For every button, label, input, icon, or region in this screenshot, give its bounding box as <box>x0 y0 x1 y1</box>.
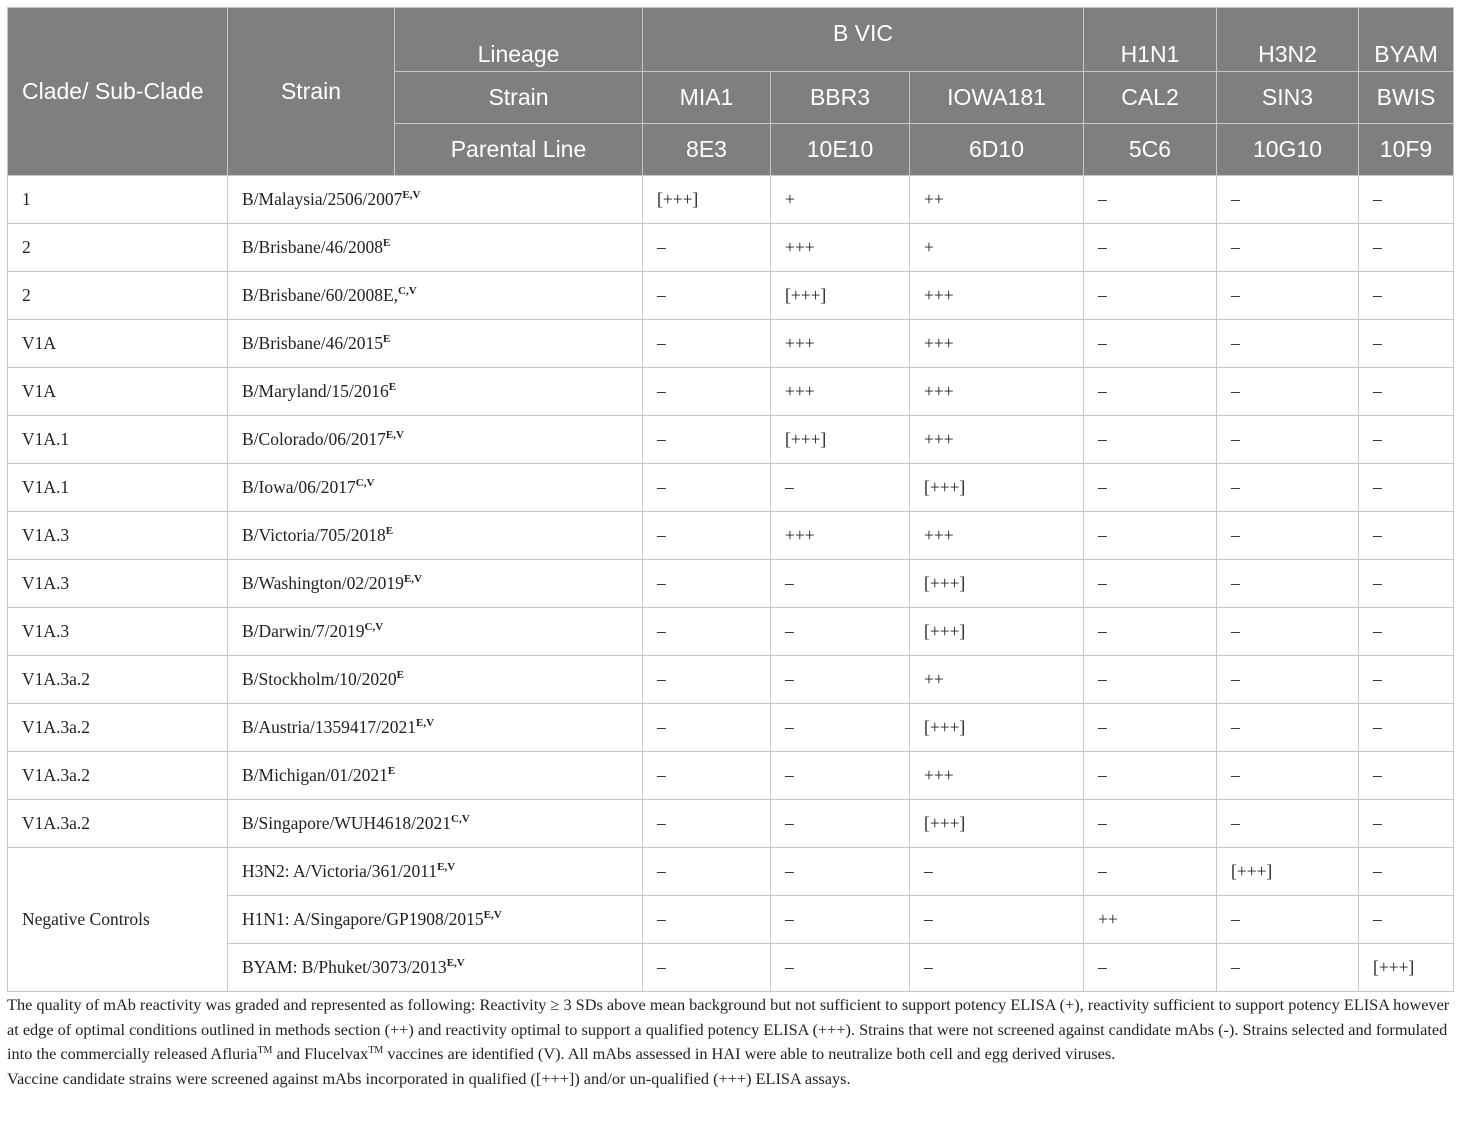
value-cell: – <box>643 416 771 464</box>
value-cell: [+++] <box>771 272 910 320</box>
footnote-screening: Vaccine candidate strains were screened against mAbs incorporated in qualified ([+++]) and/or un-qualified (+++) ELISA assays. <box>7 1068 851 1088</box>
value-cell: – <box>1084 464 1217 512</box>
value-cell: ++ <box>910 656 1084 704</box>
value-cell: – <box>1084 800 1217 848</box>
value-cell: – <box>771 560 910 608</box>
value-cell: +++ <box>910 752 1084 800</box>
value-cell: + <box>771 176 910 224</box>
strain-cell: $B/Darwin/7/2019^{C,V}$ <box>228 608 643 656</box>
value-cell: – <box>1359 896 1454 944</box>
value-cell: – <box>771 656 910 704</box>
clade-cell: V1A.3a.2 <box>8 800 228 848</box>
table-row <box>8 608 1454 656</box>
header-lineage-byam: BYAM <box>1359 8 1454 72</box>
value-cell: – <box>771 896 910 944</box>
value-cell: – <box>1359 176 1454 224</box>
value-cell: – <box>1217 176 1359 224</box>
value-cell: – <box>771 464 910 512</box>
header-lineage-h1n1: H1N1 <box>1084 8 1217 72</box>
strain-cell: $B/Singapore/WUH4618/2021^{C,V}$ <box>228 800 643 848</box>
value-cell: – <box>1084 512 1217 560</box>
table-row <box>8 512 1454 560</box>
table-header <box>8 8 1454 176</box>
value-cell: – <box>771 944 910 992</box>
value-cell: – <box>1084 704 1217 752</box>
value-cell: – <box>1217 896 1359 944</box>
reactivity-table <box>7 7 1454 992</box>
strain-cell: $B/Colorado/06/2017^{E,V}$ <box>228 416 643 464</box>
value-cell: – <box>1084 560 1217 608</box>
value-cell: – <box>1217 656 1359 704</box>
header-strain-bwis: BWIS <box>1359 72 1454 124</box>
clade-cell: V1A.3 <box>8 560 228 608</box>
value-cell: – <box>643 944 771 992</box>
value-cell: +++ <box>910 416 1084 464</box>
value-cell: – <box>1084 752 1217 800</box>
strain-cell: $B/Iowa/06/2017^{C,V}$ <box>228 464 643 512</box>
value-cell: – <box>771 848 910 896</box>
value-cell: [+++] <box>643 176 771 224</box>
strain-cell: $B/Victoria/705/2018^E$ <box>228 512 643 560</box>
table-row <box>8 320 1454 368</box>
value-cell: – <box>1084 656 1217 704</box>
clade-cell: V1A.3 <box>8 512 228 560</box>
strain-cell: H1N1: $A/Singapore/GP1908/2015^{E,V}$ <box>228 896 643 944</box>
header-lineage-h3n2: H3N2 <box>1217 8 1359 72</box>
value-cell: – <box>643 704 771 752</box>
value-cell: – <box>1359 752 1454 800</box>
strain-cell: $B/Malaysia/2506/2007^{E,V}$ <box>228 176 643 224</box>
negative-controls-label: Negative Controls <box>8 848 228 992</box>
value-cell: +++ <box>910 512 1084 560</box>
value-cell: +++ <box>771 224 910 272</box>
strain-cell: BYAM: $B/Phuket/3073/2013^{E,V}$ <box>228 944 643 992</box>
value-cell: – <box>643 320 771 368</box>
value-cell: – <box>1359 560 1454 608</box>
value-cell: – <box>1359 224 1454 272</box>
value-cell: – <box>1084 944 1217 992</box>
value-cell: – <box>643 800 771 848</box>
value-cell: [+++] <box>910 560 1084 608</box>
header-strain: Strain <box>228 8 395 176</box>
value-cell: +++ <box>910 272 1084 320</box>
header-parent-5c6: 5C6 <box>1084 124 1217 176</box>
header-strain-bbr3: BBR3 <box>771 72 910 124</box>
table-footnotes <box>7 993 1457 1091</box>
table-row <box>8 416 1454 464</box>
value-cell: – <box>1217 224 1359 272</box>
value-cell: +++ <box>771 368 910 416</box>
value-cell: – <box>1217 464 1359 512</box>
clade-cell: V1A.1 <box>8 416 228 464</box>
value-cell: – <box>643 608 771 656</box>
value-cell: ++ <box>910 176 1084 224</box>
table-row <box>8 704 1454 752</box>
value-cell: – <box>1359 656 1454 704</box>
clade-cell: V1A <box>8 320 228 368</box>
value-cell: – <box>1217 320 1359 368</box>
header-clade: Clade/ Sub-Clade <box>8 8 228 176</box>
clade-cell: 1 <box>8 176 228 224</box>
header-strain-iowa181: IOWA181 <box>910 72 1084 124</box>
value-cell: – <box>1359 416 1454 464</box>
strain-cell: $B/Washington/02/2019^{E,V}$ <box>228 560 643 608</box>
clade-cell: V1A.3a.2 <box>8 752 228 800</box>
header-parent-6d10: 6D10 <box>910 124 1084 176</box>
strain-cell: B/Brisbane/60/2008E,$^{C,V}$ <box>228 272 643 320</box>
value-cell: – <box>1217 512 1359 560</box>
table-row <box>8 800 1454 848</box>
clade-cell: 2 <box>8 272 228 320</box>
value-cell: [+++] <box>910 800 1084 848</box>
table-row <box>8 656 1454 704</box>
header-lineage-bvic: B VIC <box>643 8 1084 72</box>
value-cell: – <box>643 464 771 512</box>
clade-cell: V1A <box>8 368 228 416</box>
header-strain-mia1: MIA1 <box>643 72 771 124</box>
clade-cell: V1A.1 <box>8 464 228 512</box>
value-cell: – <box>1359 704 1454 752</box>
value-cell: – <box>1359 800 1454 848</box>
value-cell: – <box>643 272 771 320</box>
value-cell: [+++] <box>910 704 1084 752</box>
value-cell: – <box>910 944 1084 992</box>
value-cell: – <box>643 224 771 272</box>
value-cell: – <box>1217 272 1359 320</box>
header-parent-8e3: 8E3 <box>643 124 771 176</box>
value-cell: – <box>643 656 771 704</box>
clade-cell: 2 <box>8 224 228 272</box>
table-row <box>8 224 1454 272</box>
header-strain-cal2: CAL2 <box>1084 72 1217 124</box>
value-cell: – <box>1359 608 1454 656</box>
table-row <box>8 272 1454 320</box>
value-cell: – <box>1217 800 1359 848</box>
value-cell: – <box>1359 512 1454 560</box>
header-strain-label: Strain <box>395 72 643 124</box>
value-cell: [+++] <box>1217 848 1359 896</box>
value-cell: – <box>771 752 910 800</box>
value-cell: [+++] <box>910 464 1084 512</box>
value-cell: – <box>1084 320 1217 368</box>
header-lineage-label: Lineage <box>395 8 643 72</box>
value-cell: +++ <box>910 368 1084 416</box>
value-cell: – <box>771 704 910 752</box>
value-cell: [+++] <box>1359 944 1454 992</box>
header-strain-sin3: SIN3 <box>1217 72 1359 124</box>
clade-cell: V1A.3a.2 <box>8 704 228 752</box>
strain-cell: $B/Brisbane/46/2015^E$ <box>228 320 643 368</box>
strain-cell: $B/Austria/1359417/2021^{E,V}$ <box>228 704 643 752</box>
table-row <box>8 560 1454 608</box>
value-cell: [+++] <box>771 416 910 464</box>
strain-cell: H3N2: $A/Victoria/361/2011^{E,V}$ <box>228 848 643 896</box>
value-cell: – <box>1359 272 1454 320</box>
table-row <box>8 176 1454 224</box>
clade-cell: V1A.3a.2 <box>8 656 228 704</box>
header-parent-10f9: 10F9 <box>1359 124 1454 176</box>
value-cell: [+++] <box>910 608 1084 656</box>
table-row <box>8 752 1454 800</box>
header-parental-label: Parental Line <box>395 124 643 176</box>
table-row <box>8 848 1454 896</box>
value-cell: – <box>1084 368 1217 416</box>
value-cell: – <box>1084 272 1217 320</box>
footnote-grading: The quality of mAb reactivity was graded and represented as following: Reactivity ≥ 3 SDs above mean background but not sufficient to support potency ELISA (+), reactivity sufficient to support potency ELISA however at edge of optimal conditions outlined in methods section (++) and reactivity optimal to support a qualified potency ELISA (+++). Strains that were not screened against candidate mAbs (-). Strains selected and formulated into the commercially released Afluria™ and Flucelvax™ vaccines are identified (V). All mAbs assessed in HAI were able to neutralize both cell and egg derived viruses. <box>7 995 1450 1063</box>
value-cell: – <box>1359 320 1454 368</box>
value-cell: – <box>1084 176 1217 224</box>
value-cell: – <box>1217 704 1359 752</box>
value-cell: – <box>910 896 1084 944</box>
value-cell: – <box>643 896 771 944</box>
value-cell: – <box>1084 416 1217 464</box>
value-cell: – <box>910 848 1084 896</box>
value-cell: – <box>1217 752 1359 800</box>
value-cell: – <box>643 848 771 896</box>
table-body <box>8 176 1454 992</box>
value-cell: +++ <box>910 320 1084 368</box>
header-parent-10e10: 10E10 <box>771 124 910 176</box>
value-cell: – <box>1359 368 1454 416</box>
value-cell: – <box>1359 464 1454 512</box>
value-cell: +++ <box>771 320 910 368</box>
value-cell: – <box>643 752 771 800</box>
strain-cell: $B/Maryland/15/2016^E$ <box>228 368 643 416</box>
strain-cell: $B/Michigan/01/2021^E$ <box>228 752 643 800</box>
value-cell: – <box>771 608 910 656</box>
value-cell: – <box>1084 224 1217 272</box>
table-row <box>8 368 1454 416</box>
value-cell: – <box>771 800 910 848</box>
strain-cell: $B/Brisbane/46/2008^E$ <box>228 224 643 272</box>
value-cell: – <box>1359 848 1454 896</box>
header-parent-10g10: 10G10 <box>1217 124 1359 176</box>
strain-cell: $B/Stockholm/10/2020^E$ <box>228 656 643 704</box>
value-cell: – <box>643 512 771 560</box>
value-cell: – <box>643 368 771 416</box>
value-cell: – <box>1084 608 1217 656</box>
value-cell: – <box>1084 848 1217 896</box>
value-cell: – <box>1217 944 1359 992</box>
value-cell: – <box>643 560 771 608</box>
value-cell: +++ <box>771 512 910 560</box>
value-cell: – <box>1217 416 1359 464</box>
value-cell: – <box>1217 368 1359 416</box>
clade-cell: V1A.3 <box>8 608 228 656</box>
value-cell: – <box>1217 608 1359 656</box>
value-cell: ++ <box>1084 896 1217 944</box>
value-cell: + <box>910 224 1084 272</box>
value-cell: – <box>1217 560 1359 608</box>
table-row <box>8 464 1454 512</box>
